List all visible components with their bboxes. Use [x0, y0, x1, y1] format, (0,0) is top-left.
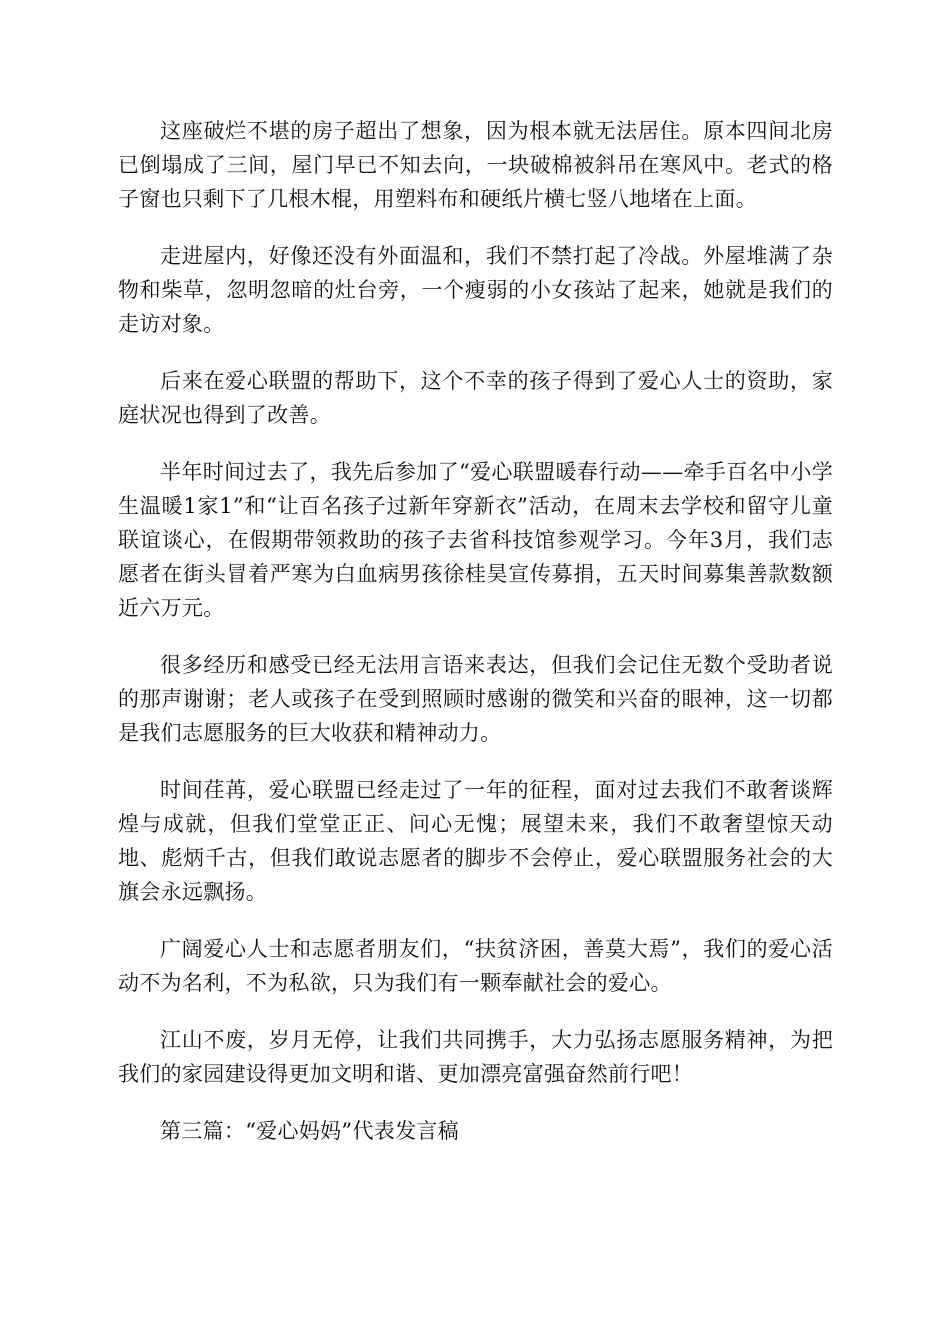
section-heading: 第三篇：“爱心妈妈”代表发言稿: [160, 1119, 459, 1143]
paragraph-activities: 半年时间过去了，我先后参加了“爱心联盟暖春行动——牵手百名中小学生温暖1家1”和“让百名孩子过新年穿新衣”活动，在周末去学校和留守儿童联谊谈心，在假期带领救助的孩子去省科技馆参观学习。今年3月，我们志愿者在街头冒着严寒为白血病男孩徐桂昊宣传募捐，五天时间募集善款数额近六万元。: [118, 460, 833, 620]
paragraph-friends: 广阔爱心人士和志愿者朋友们，“扶贫济困，善莫大焉”，我们的爱心活动不为名利，不为私欲，只为我们有一颗奉献社会的爱心。: [118, 937, 833, 995]
paragraph-help: 后来在爱心联盟的帮助下，这个不幸的孩子得到了爱心人士的资助，家庭状况也得到了改善。: [118, 369, 833, 427]
paragraph-enter-room: 走进屋内，好像还没有外面温和，我们不禁打起了冷战。外屋堆满了杂物和柴草，忽明忽暗的灶台旁，一个瘦弱的小女孩站了起来，她就是我们的走访对象。: [118, 244, 833, 336]
document-page: [118, 114, 833, 1148]
paragraph-closing: 江山不废，岁月无停，让我们共同携手，大力弘扬志愿服务精神，为把我们的家园建设得更加文明和谐、更加漂亮富强奋然前行吧！: [118, 1028, 833, 1086]
paragraph-one-year: 时间荏苒，爱心联盟已经走过了一年的征程，面对过去我们不敢奢谈辉煌与成就，但我们堂堂正正、问心无愧；展望未来，我们不敢奢望惊天动地、彪炳千古，但我们敢说志愿者的脚步不会停止，爱心联盟服务社会的大旗会永远飘扬。: [118, 778, 833, 904]
paragraph-house: 这座破烂不堪的房子超出了想象，因为根本就无法居住。原本四间北房已倒塌成了三间，屋门早已不知去向，一块破棉被斜吊在寒风中。老式的格子窗也只剩下了几根木棍，用塑料布和硬纸片横七竖八地堵在上面。: [118, 119, 833, 211]
paragraph-feelings: 很多经历和感受已经无法用言语来表达，但我们会记住无数个受助者说的那声谢谢；老人或孩子在受到照顾时感谢的微笑和兴奋的眼神，这一切都是我们志愿服务的巨大收获和精神动力。: [118, 653, 833, 745]
